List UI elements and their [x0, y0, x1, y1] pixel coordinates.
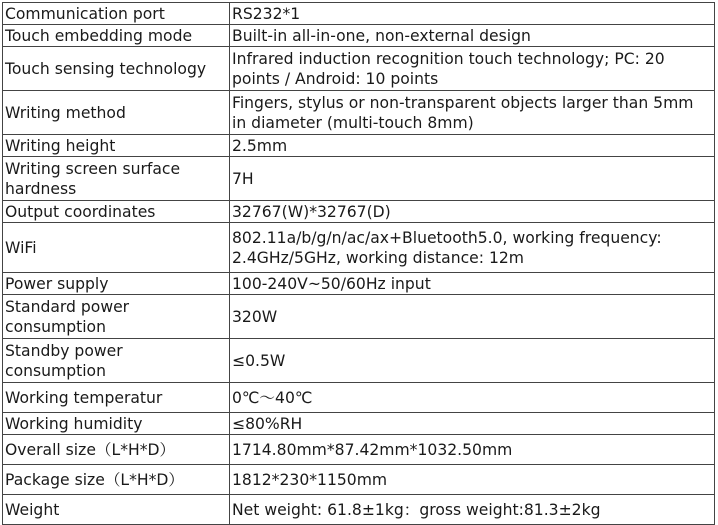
table-row	[3, 223, 715, 273]
spec-value: Fingers, stylus or non-transparent objects larger than 5mm in diameter (multi-touch 8mm)	[230, 91, 715, 135]
table-row	[3, 135, 715, 157]
spec-value: 320W	[230, 295, 715, 339]
table-row	[3, 3, 715, 25]
spec-value: 802.11a/b/g/n/ac/ax+Bluetooth5.0, working frequency: 2.4GHz/5GHz, working distance: 12m	[230, 223, 715, 273]
table-row	[3, 25, 715, 47]
spec-label: Writing height	[3, 135, 230, 157]
table-row	[3, 273, 715, 295]
spec-label: Power supply	[3, 273, 230, 295]
spec-value: Infrared induction recognition touch technology; PC: 20 points / Android: 10 points	[230, 47, 715, 91]
spec-table	[2, 2, 715, 525]
table-row	[3, 413, 715, 435]
spec-label: Touch embedding mode	[3, 25, 230, 47]
table-row	[3, 339, 715, 383]
table-row	[3, 295, 715, 339]
spec-value: 1812*230*1150mm	[230, 465, 715, 495]
spec-label: Writing method	[3, 91, 230, 135]
table-row	[3, 465, 715, 495]
spec-label: Output coordinates	[3, 201, 230, 223]
spec-value: Net weight: 61.8±1kg：gross weight:81.3±2kg	[230, 495, 715, 525]
spec-value: 100-240V~50/60Hz input	[230, 273, 715, 295]
table-row	[3, 91, 715, 135]
spec-value: Built-in all-in-one, non-external design	[230, 25, 715, 47]
spec-label: Overall size（L*H*D）	[3, 435, 230, 465]
spec-value: 2.5mm	[230, 135, 715, 157]
table-row	[3, 157, 715, 201]
spec-value: 1714.80mm*87.42mm*1032.50mm	[230, 435, 715, 465]
spec-label: Writing screen surface hardness	[3, 157, 230, 201]
spec-label: Package size（L*H*D）	[3, 465, 230, 495]
spec-label: Standby power consumption	[3, 339, 230, 383]
spec-label: WiFi	[3, 223, 230, 273]
table-row	[3, 383, 715, 413]
spec-label: Touch sensing technology	[3, 47, 230, 91]
table-row	[3, 201, 715, 223]
spec-value: RS232*1	[230, 3, 715, 25]
spec-value: 0℃～40℃	[230, 383, 715, 413]
table-row	[3, 435, 715, 465]
spec-value: 32767(W)*32767(D)	[230, 201, 715, 223]
spec-label: Standard power consumption	[3, 295, 230, 339]
spec-table-body	[3, 3, 715, 525]
spec-value: ≤80%RH	[230, 413, 715, 435]
spec-label: Communication port	[3, 3, 230, 25]
table-row	[3, 495, 715, 525]
spec-value: 7H	[230, 157, 715, 201]
table-row	[3, 47, 715, 91]
spec-label: Weight	[3, 495, 230, 525]
spec-value: ≤0.5W	[230, 339, 715, 383]
spec-label: Working temperatur	[3, 383, 230, 413]
spec-label: Working humidity	[3, 413, 230, 435]
